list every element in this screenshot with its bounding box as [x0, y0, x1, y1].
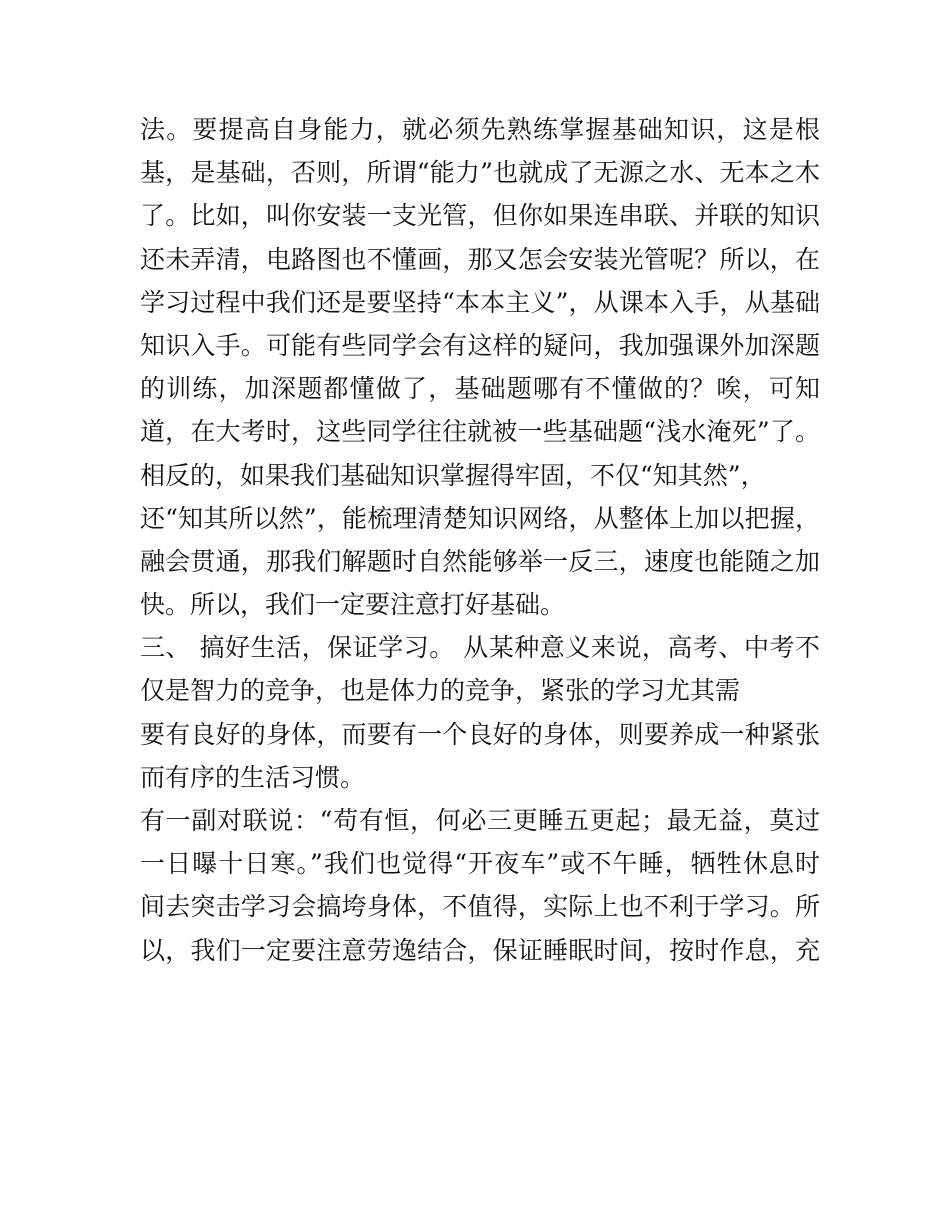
text-line: 相反的，如果我们基础知识掌握得牢固，不仅“知其然”， — [140, 460, 766, 490]
text-line: 融会贯通，那我们解题时自然能够举一反三，速度也能随之加 — [140, 546, 820, 576]
text-line: 以，我们一定要注意劳逸结合，保证睡眠时间，按时作息，充 — [140, 935, 820, 965]
text-line: 而有序的生活习惯。 — [140, 762, 366, 792]
text-line: 还“知其所以然”，能梳理清楚知识网络，从整体上加以把握， — [140, 503, 820, 533]
text-line: 知识入手。可能有些同学会有这样的疑问，我加强课外加深题 — [140, 330, 820, 360]
section-heading-line: 三、 搞好生活，保证学习。 从某种意义来说，高考、中考不 — [140, 633, 820, 663]
text-line: 有一副对联说：“苟有恒，何必三更睡五更起；最无益，莫过 — [140, 806, 820, 835]
text-line: 法。要提高自身能力，就必须先熟练掌握基础知识，这是根 — [140, 115, 820, 144]
text-line: 要有良好的身体，而要有一个良好的身体，则要养成一种紧张 — [140, 719, 820, 749]
text-line: 一日曝十日寒。”我们也觉得“开夜车”或不午睡，牺牲休息时 — [140, 849, 820, 879]
text-line: 基，是基础，否则，所谓“能力”也就成了无源之水、无本之木 — [140, 158, 820, 188]
text-line: 的训练，加深题都懂做了，基础题哪有不懂做的？唉，可知 — [140, 374, 820, 404]
text-line: 学习过程中我们还是要坚持“本本主义”，从课本入手，从基础 — [140, 287, 820, 317]
text-line: 快。所以，我们一定要注意打好基础。 — [140, 590, 566, 620]
text-line: 了。比如，叫你安装一支光管，但你如果连串联、并联的知识 — [140, 201, 820, 231]
text-line: 间去突击学习会搞垮身体，不值得，实际上也不利于学习。所 — [140, 892, 820, 922]
text-line: 道，在大考时，这些同学往往就被一些基础题“浅水淹死”了。 — [140, 417, 820, 447]
text-line: 还未弄清，电路图也不懂画，那又怎会安装光管呢？所以，在 — [140, 244, 820, 274]
body-text — [140, 108, 820, 972]
text-line: 仅是智力的竞争，也是体力的竞争，紧张的学习尤其需 — [140, 676, 741, 706]
